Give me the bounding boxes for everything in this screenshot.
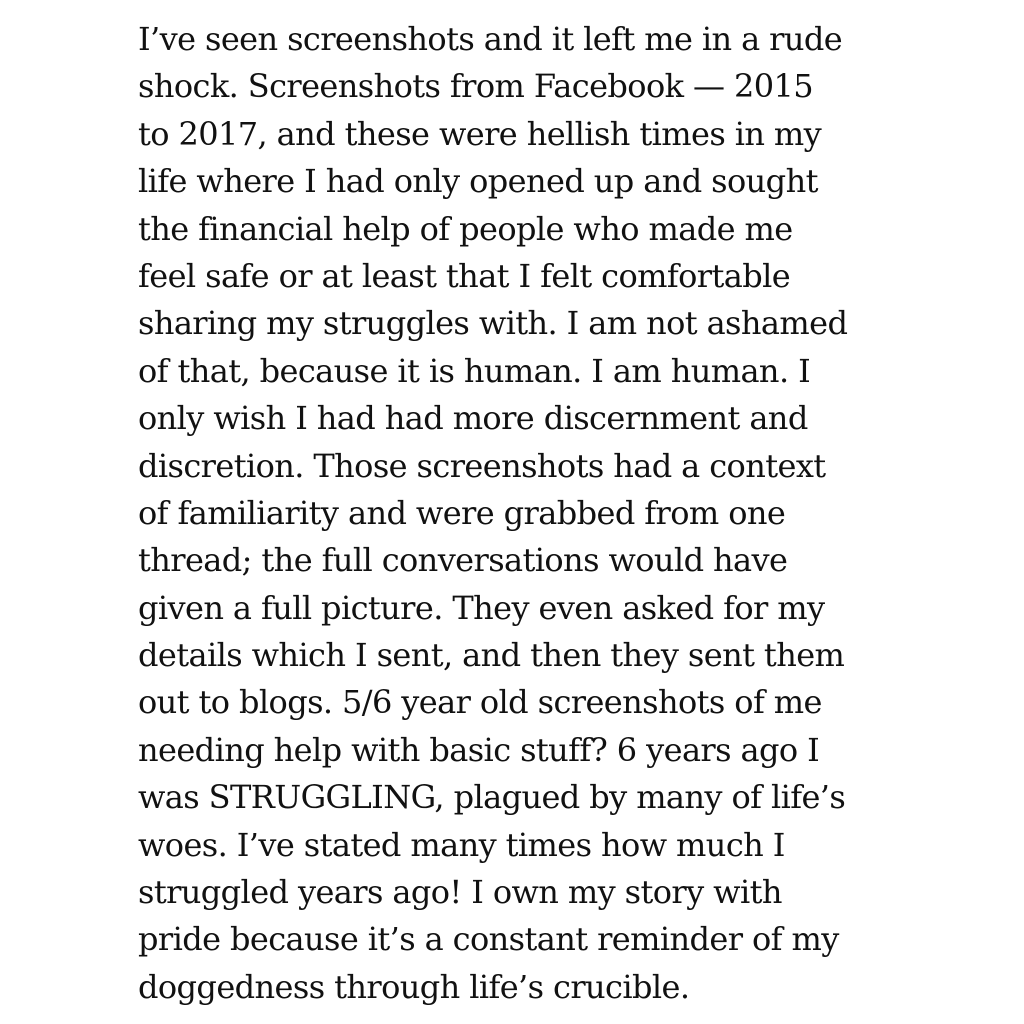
text-line-8: of that, because it is human. I am human. I xyxy=(138,351,811,390)
text-line-18: woes. I’ve stated many times how much I xyxy=(138,825,785,864)
text-line-11: of familiarity and were grabbed from one xyxy=(138,493,786,532)
text-line-16: needing help with basic stuff? 6 years ago I xyxy=(138,730,820,769)
text-line-10: discretion. Those screenshots had a context xyxy=(138,446,826,485)
text-line-21: doggedness through life’s crucible. xyxy=(138,967,690,1006)
text-line-15: out to blogs. 5/6 year old screenshots of me xyxy=(138,683,822,722)
text-line-7: sharing my struggles with. I am not ashamed xyxy=(138,304,848,343)
text-line-9: only wish I had had more discernment and xyxy=(138,399,808,438)
text-line-12: thread; the full conversations would have xyxy=(138,541,788,580)
text-line-17: was STRUGGLING, plagued by many of life’s xyxy=(138,778,846,817)
text-line-1: I’ve seen screenshots and it left me in a rude xyxy=(138,20,843,58)
text-line-4: life where I had only opened up and sought xyxy=(138,162,818,201)
text-line-5: the financial help of people who made me xyxy=(138,209,793,248)
text-line-19: struggled years ago! I own my story with xyxy=(138,873,782,912)
statement-text xyxy=(138,16,898,1011)
text-line-14: details which I sent, and then they sent them xyxy=(138,636,845,675)
text-line-13: given a full picture. They even asked for my xyxy=(138,588,825,627)
text-line-2: shock. Screenshots from Facebook — 2015 xyxy=(138,67,814,106)
text-line-3: to 2017, and these were hellish times in my xyxy=(138,114,822,153)
text-line-6: feel safe or at least that I felt comfortable xyxy=(138,256,791,295)
text-line-20: pride because it’s a constant reminder of my xyxy=(138,920,839,959)
